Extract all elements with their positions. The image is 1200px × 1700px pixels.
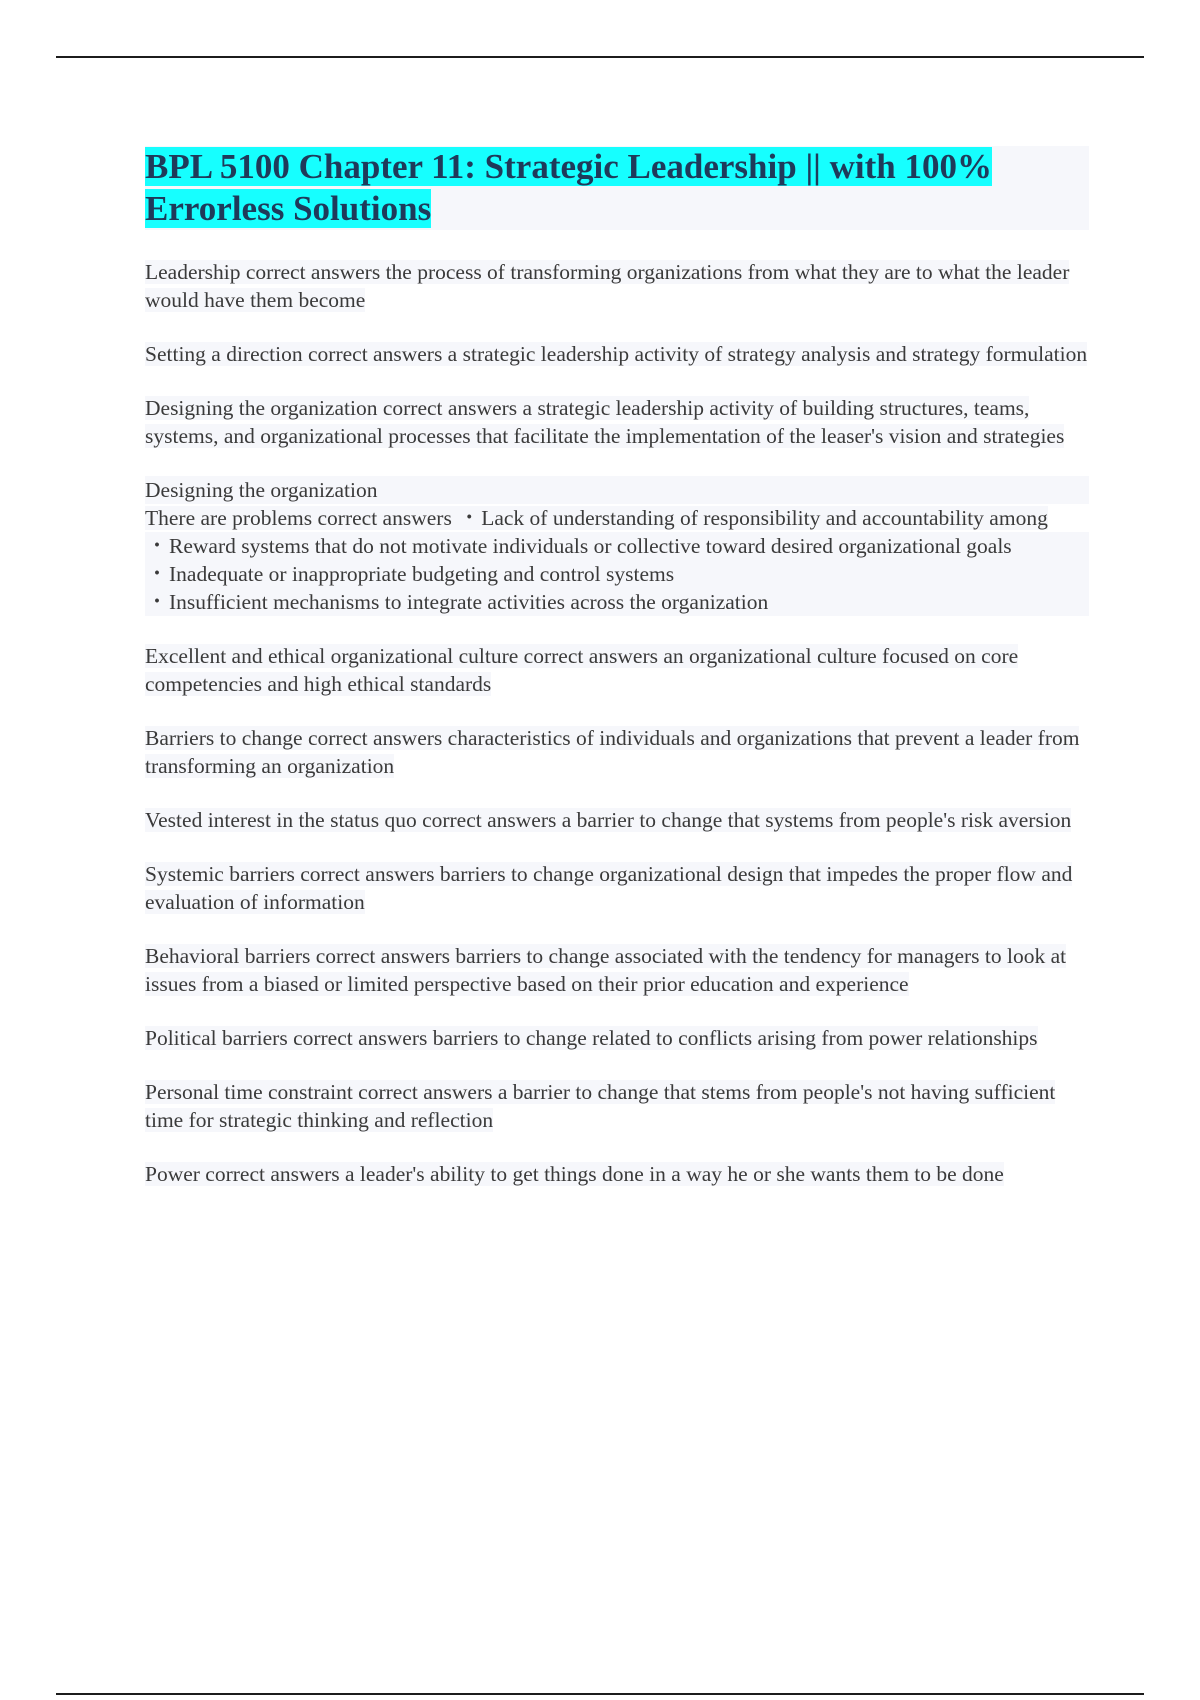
entry-systemic-barriers: Systemic barriers correct answers barriers to change organizational design that impedes the proper flow and evaluation of information (145, 862, 1073, 914)
entry-personal-time: Personal time constraint correct answers a barrier to change that stems from people's not having sufficient time for strategic thinking and reflection (145, 1080, 1056, 1132)
problem-item: Reward systems that do not motivate individuals or collective toward desired organizational goals (169, 534, 1012, 558)
entry-problems-block (145, 476, 1089, 616)
entry-ethical-culture: Excellent and ethical organizational culture correct answers an organizational culture focused on core competencies and high ethical standards (145, 644, 1019, 696)
entry-political-barriers: Political barriers correct answers barriers to change related to conflicts arising from power relationships (145, 1026, 1038, 1050)
entry-leadership: Leadership correct answers the process of transforming organizations from what they are to what the leader would have them become (145, 260, 1070, 312)
problem-item: Insufficient mechanisms to integrate activities across the organization (169, 590, 769, 614)
problem-item-line (145, 588, 1089, 616)
bullet-icon: ・ (458, 506, 480, 530)
page-title: BPL 5100 Chapter 11: Strategic Leadership || with 100% Errorless Solutions (145, 147, 992, 228)
entry-barriers-to-change: Barriers to change correct answers characteristics of individuals and organizations that prevent a leader from transforming an organization (145, 726, 1080, 778)
document-body (145, 146, 1089, 1214)
entry-designing-organization: Designing the organization correct answers a strategic leadership activity of building structures, teams, systems, and organizational processes that facilitate the implementation of the leaser's vision and strategies (145, 396, 1065, 448)
entry-setting-direction: Setting a direction correct answers a strategic leadership activity of strategy analysis and strategy formulation (145, 342, 1088, 366)
problems-intro-line: There are problems correct answers ・Lack of understanding of responsibility and accountability among (145, 506, 1048, 530)
bottom-rule (56, 1693, 1144, 1695)
entry-vested-interest: Vested interest in the status quo correct answers a barrier to change that systems from people's risk aversion (145, 808, 1072, 832)
problem-item-line (145, 532, 1089, 560)
bullet-icon: ・ (146, 590, 168, 614)
entry-power: Power correct answers a leader's ability to get things done in a way he or she wants them to be done (145, 1162, 1004, 1186)
title-block (145, 146, 1089, 230)
top-rule (56, 56, 1144, 58)
entry-behavioral-barriers: Behavioral barriers correct answers barriers to change associated with the tendency for managers to look at issues from a biased or limited perspective based on their prior education and experience (145, 944, 1067, 996)
problem-item: Inadequate or inappropriate budgeting and control systems (169, 562, 675, 586)
problem-item: Lack of understanding of responsibility and accountability among (481, 506, 1048, 530)
problems-heading: Designing the organization (145, 476, 1089, 504)
bullet-icon: ・ (146, 534, 168, 558)
bullet-icon: ・ (146, 562, 168, 586)
problem-item-line (145, 560, 1089, 588)
